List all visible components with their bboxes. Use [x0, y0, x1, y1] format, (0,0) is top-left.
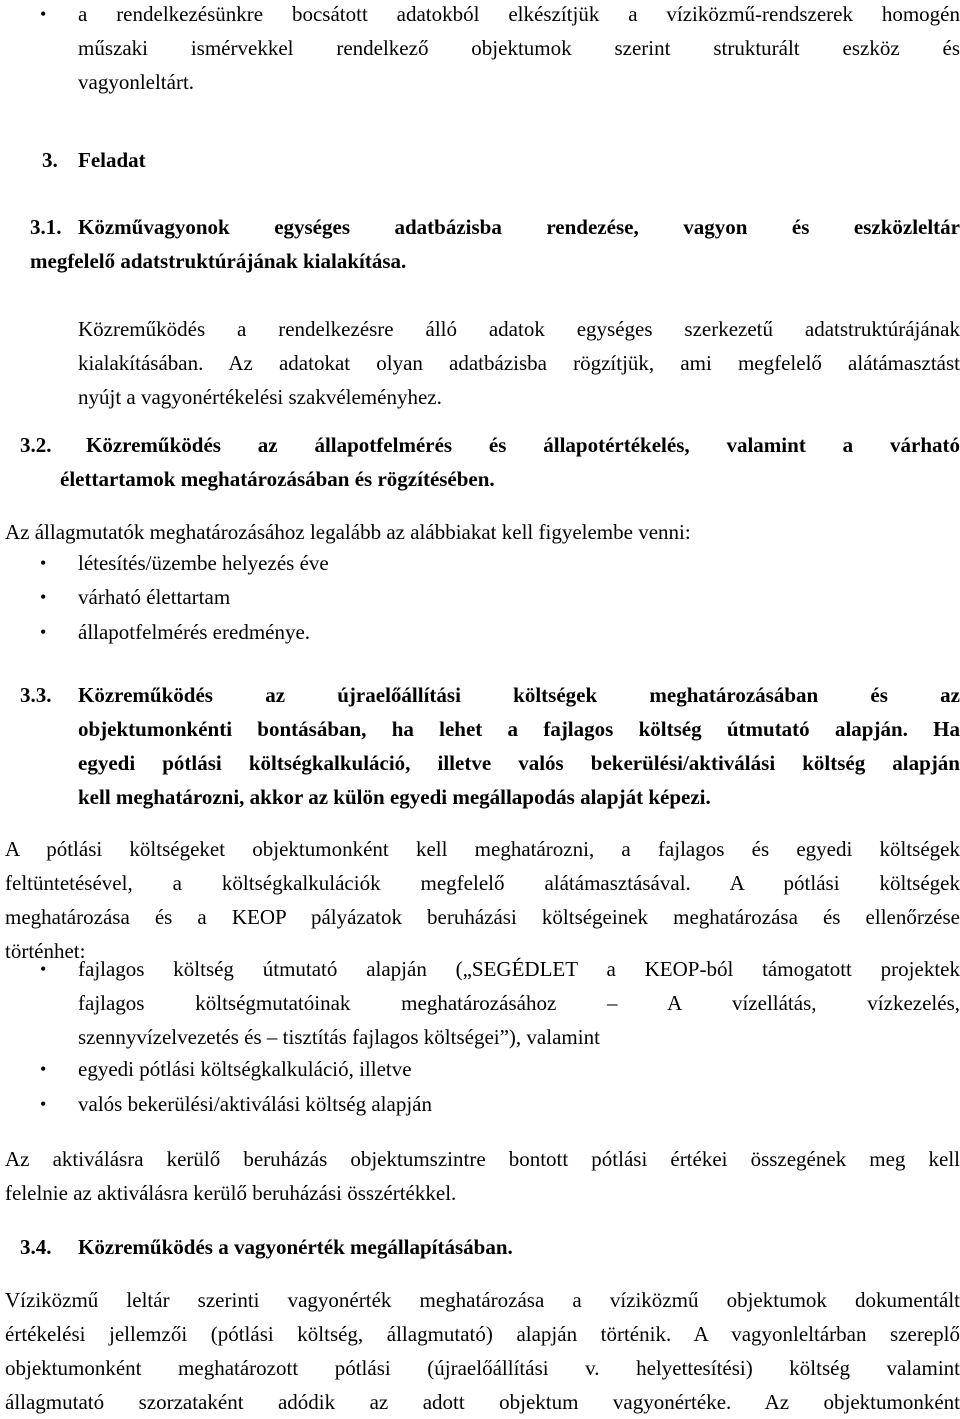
bullet-dot: •: [40, 959, 47, 979]
section-number: 3.3.: [20, 683, 52, 707]
section-number: 3.4.: [20, 1235, 52, 1259]
text-line: meghatározása és a KEOP pályázatok beruházási költségeinek meghatározása és ellenőrzése: [5, 905, 960, 929]
section-title-line: Közreműködés az állapotfelmérés és állapotértékelés, valamint a várható: [86, 433, 960, 457]
task-heading: [42, 143, 960, 177]
section-title-line: Közművagyonok egységes adatbázisba rendezése, vagyon és eszközleltár: [78, 215, 960, 239]
text-line: a rendelkezésünkre bocsátott adatokból elkészítjük a víziközmű-rendszerek homogén: [78, 2, 960, 26]
bullet-dot: •: [40, 553, 47, 573]
list-item-text: létesítés/üzembe helyezés éve: [78, 551, 329, 575]
text-line: Az állagmutatók meghatározásához legalább az alábbiakat kell figyelembe venni:: [5, 520, 691, 544]
bullet-dot: •: [40, 1059, 47, 1079]
text-line: értékelési jellemzői (pótlási költség, állagmutató) alapján történik. A vagyonleltárban szereplő: [5, 1322, 960, 1346]
section-title-line: egyedi pótlási költségkalkuláció, illetve valós bekerülési/aktiválási költség alapján: [78, 751, 960, 775]
section-title-line: élettartamok meghatározásában és rögzítésében.: [60, 467, 495, 491]
section-title: Közreműködés a vagyonérték megállapításában.: [78, 1235, 513, 1259]
text-line: kialakításában. Az adatokat olyan adatbázisba rögzítjük, ami megfelelő alátámasztást: [78, 351, 960, 375]
list-item-text: fajlagos költség útmutató alapján („SEGÉDLET a KEOP-ból támogatott projektek: [78, 957, 960, 981]
list-item-text: szennyvízelvezetés és – tisztítás fajlagos költségei”), valamint: [78, 1025, 600, 1049]
section-3-3-para-1: [5, 832, 960, 968]
task-number: 3.: [42, 148, 58, 172]
bullet-dot: •: [40, 4, 47, 24]
section-number: 3.2.: [20, 433, 52, 457]
section-3-2-intro: [5, 515, 960, 549]
list-item-text: egyedi pótlási költségkalkuláció, illetve: [78, 1057, 412, 1081]
section-3-4-body: [5, 1283, 960, 1419]
section-title-line: objektumonkénti bontásában, ha lehet a fajlagos költség útmutató alapján. Ha: [78, 717, 960, 741]
text-line: Az aktiválásra kerülő beruházás objektumszintre bontott pótlási értékei összegének meg kell: [5, 1147, 960, 1171]
section-title-line: Közreműködés az újraelőállítási költségek meghatározásában és az: [78, 683, 960, 707]
section-title-line: megfelelő adatstruktúrájának kialakítása.: [30, 249, 407, 273]
bullet-dot: •: [40, 1094, 47, 1114]
text-line: Közreműködés a rendelkezésre álló adatok egységes szerkezetű adatstruktúrájának: [78, 317, 960, 341]
text-line: nyújt a vagyonértékelési szakvéleményhez.: [78, 385, 442, 409]
section-title-line: kell meghatározni, akkor az külön egyedi megállapodás alapját képezi.: [78, 785, 711, 809]
text-line: feltüntetésével, a költségkalkulációk megfelelő alátámasztásával. A pótlási költségek: [5, 871, 960, 895]
text-line: Víziközmű leltár szerinti vagyonérték meghatározása a víziközmű objektumok dokumentált: [5, 1288, 960, 1312]
section-number: 3.1.: [30, 215, 62, 239]
list-item-text: valós bekerülési/aktiválási költség alapján: [78, 1092, 432, 1116]
section-3-1-body: [78, 312, 960, 414]
text-line: felelnie az aktiválásra kerülő beruházási összértékkel.: [5, 1181, 457, 1205]
text-line: történhet:: [5, 939, 86, 963]
task-title: Feladat: [78, 148, 146, 172]
text-line: A pótlási költségeket objektumonként kell meghatározni, a fajlagos és egyedi költségek: [5, 837, 960, 861]
list-item-text: állapotfelmérés eredménye.: [78, 620, 311, 644]
bullet-dot: •: [40, 587, 47, 607]
text-line: vagyonleltárt.: [78, 70, 195, 94]
section-3-3-para-2: [5, 1142, 960, 1210]
text-line: objektumonként meghatározott pótlási (újraelőállítási v. helyettesítési) költség valamint: [5, 1356, 960, 1380]
list-item-text: fajlagos költségmutatóinak meghatározásához – A vízellátás, vízkezelés,: [78, 991, 960, 1015]
text-line: műszaki ismérvekkel rendelkező objektumok szerint strukturált eszköz és: [78, 36, 960, 60]
text-line: állagmutató szorzataként adódik az adott objektum vagyonértéke. Az objektumonként: [5, 1390, 960, 1414]
list-item-text: várható élettartam: [78, 585, 231, 609]
bullet-dot: •: [40, 622, 47, 642]
